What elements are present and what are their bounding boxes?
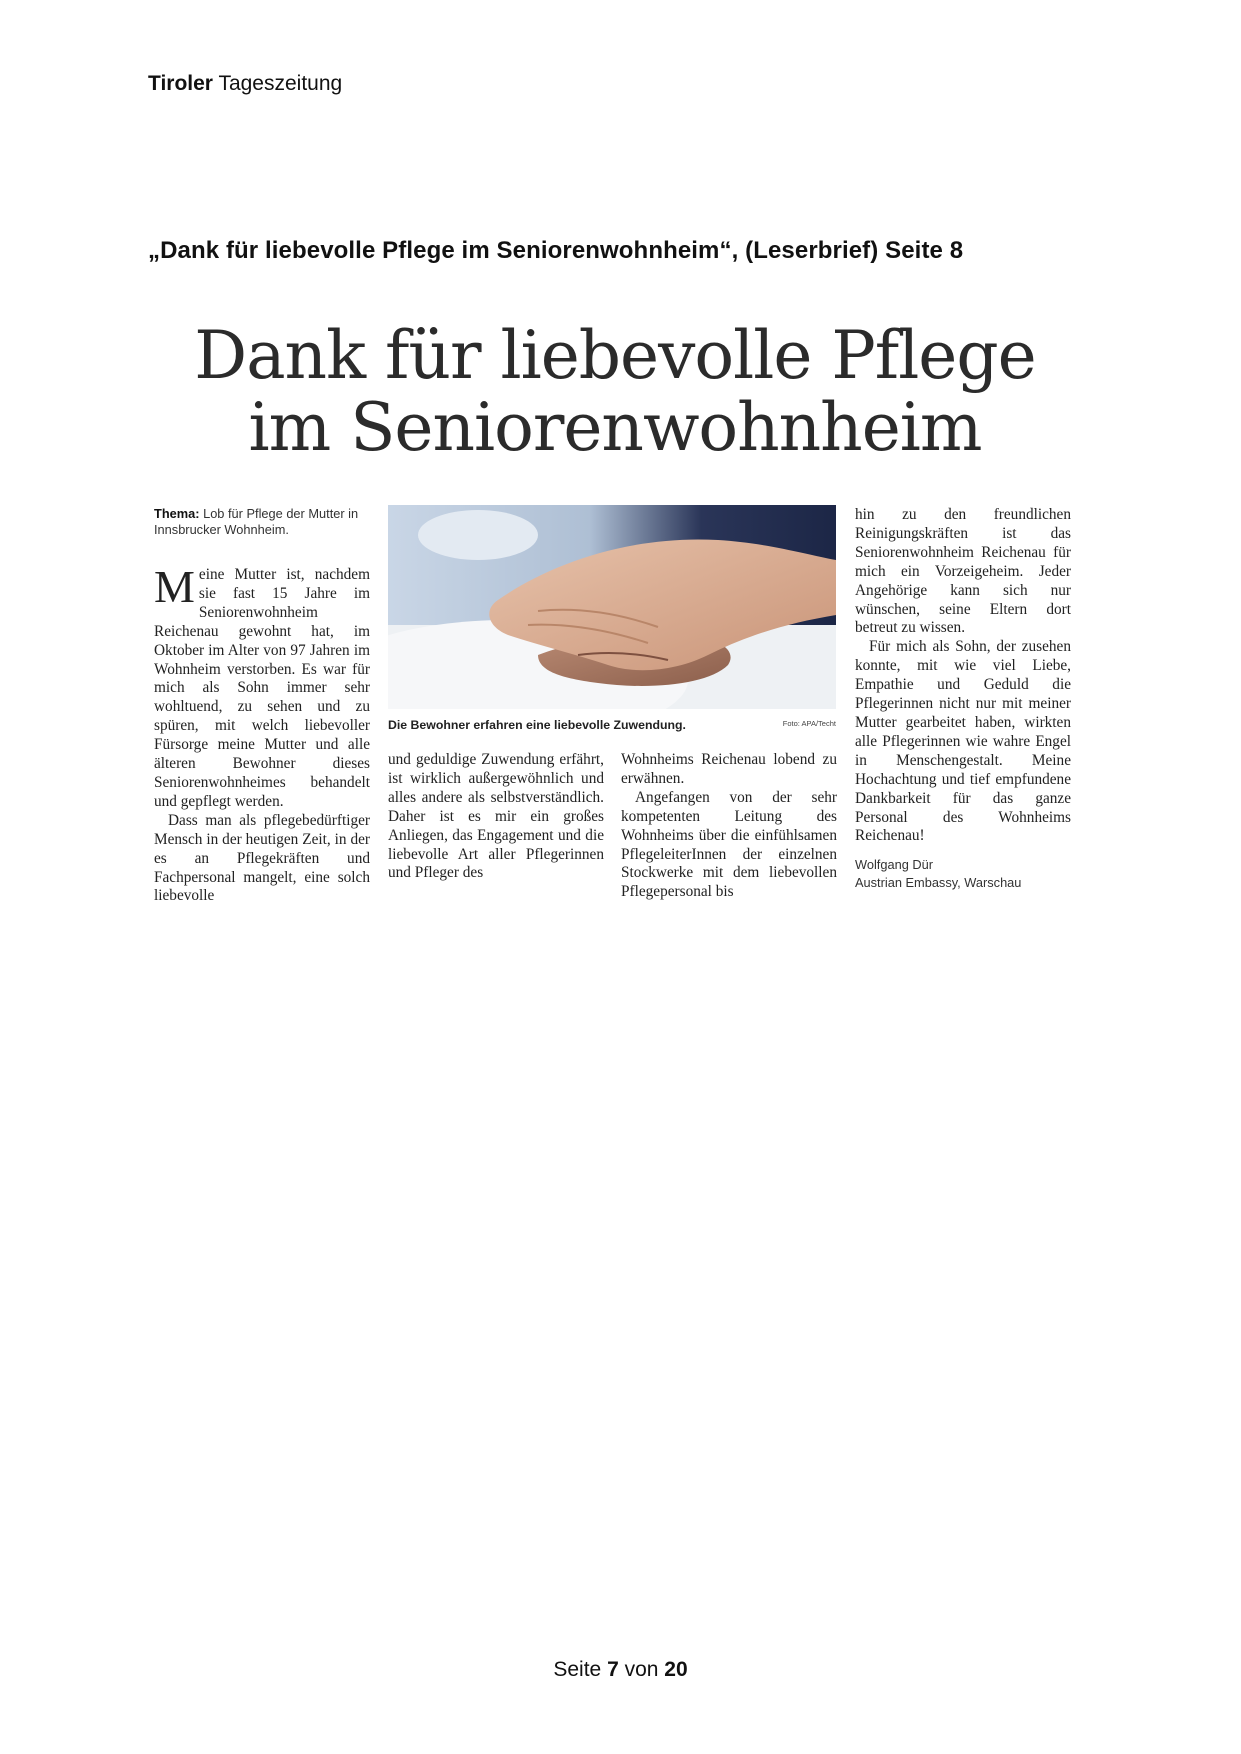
headline-line-1: Dank für liebevolle Pflege — [194, 317, 1036, 394]
article-photo — [388, 505, 836, 709]
photo-credit: Foto: APA/Techt — [782, 719, 836, 728]
page-middle: von — [624, 1658, 659, 1681]
paragraph-3-part-2: hin zu den freundlichen Reinigungskräften ist das Seniorenwohnheim Reichenau für mich ein Vorzeigeheim. Jeder Angehörige kann sich nur wünschen, seine Eltern dort betreut zu wissen. — [855, 506, 1071, 637]
publication-name-bold: Tiroler — [148, 72, 213, 95]
paragraph-4: Für mich als Sohn, der zusehen konnte, mit wie viel Liebe, Empathie und Geduld die Pflegerinnen nicht nur mit meiner Mutter gearbeitet haben, wirkten alle Pflegerinnen wie wahre Engel in Menschengestalt. Meine Hochachtung und tief empfundene Dankbarkeit für das ganze Personal des Wohnheims Reichenau! — [855, 638, 1071, 845]
publication-name — [148, 72, 342, 96]
hands-photo-icon — [388, 505, 836, 709]
photo-caption-text: Die Bewohner erfahren eine liebevolle Zuwendung. — [388, 718, 686, 732]
article-column-3 — [621, 751, 837, 902]
article-headline — [150, 317, 1080, 466]
paragraph-1 — [154, 561, 370, 812]
dropcap: M — [154, 561, 195, 612]
author-affiliation: Austrian Embassy, Warschau — [855, 875, 1022, 891]
author-name: Wolfgang Dür — [855, 857, 934, 873]
article-column-2 — [388, 751, 604, 883]
thema-label: Thema: — [154, 506, 200, 521]
article-column-4 — [855, 506, 1071, 892]
paragraph-2-part-1: Dass man als pflegebedürftiger Mensch in der heutigen Zeit, in der es an Pflegekräften und Fachpersonal mangelt, eine solch liebevolle — [154, 811, 370, 905]
publication-name-rest: Tageszeitung — [218, 72, 343, 95]
photo-caption — [388, 716, 836, 734]
paragraph-2-part-3: Wohnheims Reichenau lobend zu erwähnen. — [621, 751, 837, 787]
article-column-1 — [154, 506, 370, 906]
document-title: „Dank für liebevolle Pflege im Seniorenwohnheim“, (Leserbrief) Seite 8 — [148, 237, 964, 264]
thema-line — [154, 506, 370, 538]
page-current: 7 — [607, 1658, 619, 1681]
page-prefix: Seite — [553, 1658, 602, 1681]
paragraph-2-part-2: und geduldige Zuwendung erfährt, ist wirklich außergewöhnlich und alles andere als selbstverständlich. Daher ist es mir ein großes Anliegen, das Engagement und die liebevolle Art aller Pflegerinnen und Pfleger des — [388, 751, 604, 882]
page-total: 20 — [664, 1658, 688, 1681]
paragraph-1-text: eine Mutter ist, nachdem sie fast 15 Jahre im Seniorenwohnheim Reichenau gewohnt hat, im Oktober im Alter von 97 Jahren im Wohnheim verstorben. Es war für mich als Sohn immer sehr wohltuend, zu sehen und zu spüren, mit welch liebevoller Fürsorge meine Mutter und alle älteren Bewohner dieses Seniorenwohnheimes behandelt und gepflegt werden. — [154, 566, 370, 810]
headline-line-2: im Seniorenwohnheim — [248, 389, 982, 466]
thema-text: Lob für Pflege der Mutter in Innsbrucker Wohnheim. — [154, 506, 359, 537]
page-number — [0, 1658, 1241, 1682]
paragraph-3-part-1: Angefangen von der sehr kompetenten Leitung des Wohnheims über die einfühlsamen PflegeleiterInnen der einzelnen Stockwerke mit dem liebevollen Pflegepersonal bis — [621, 788, 837, 901]
author-signature — [855, 856, 1071, 892]
